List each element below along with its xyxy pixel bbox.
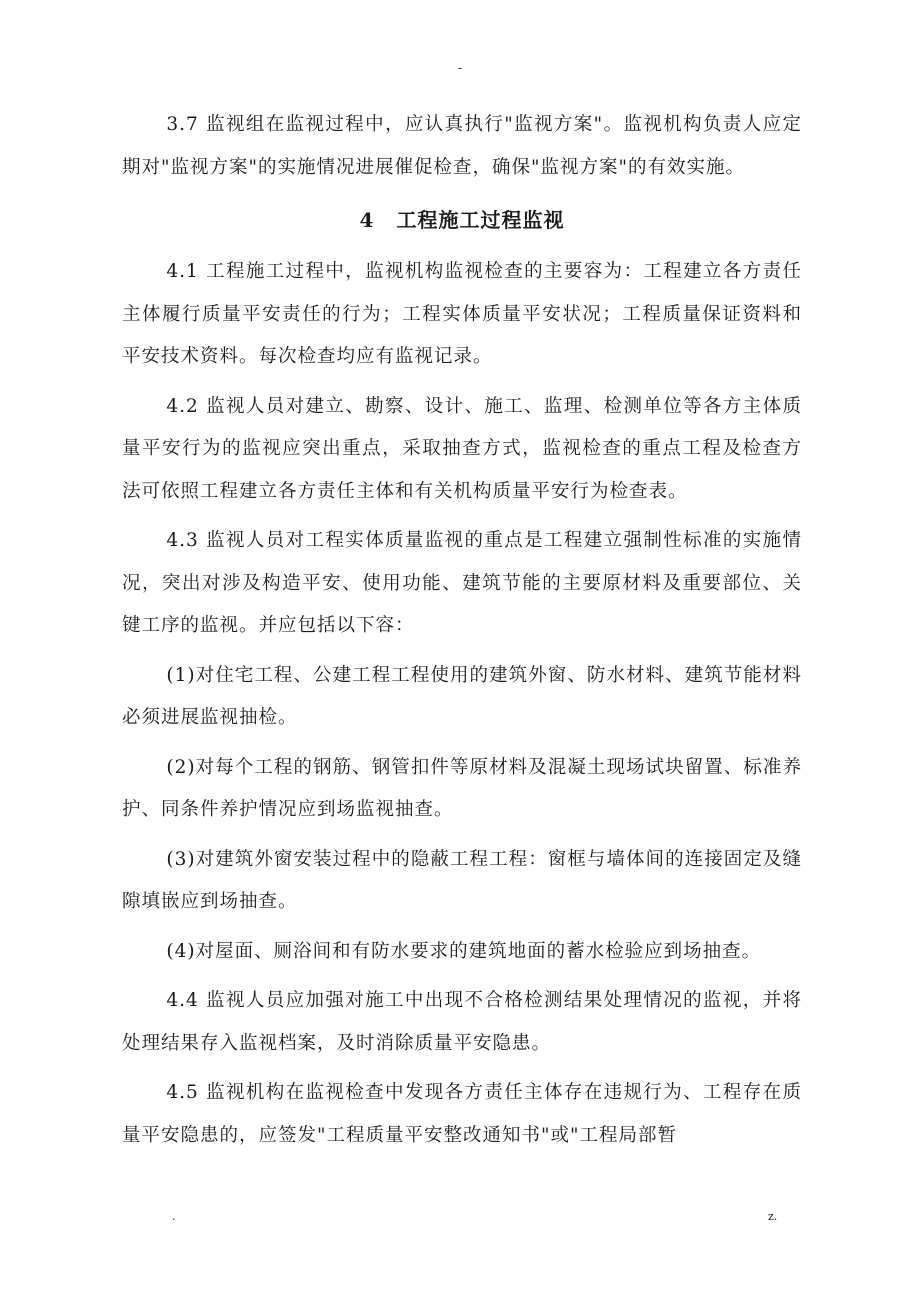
page-header-mark: - <box>457 61 463 75</box>
paragraph-4-1: 4.1 工程施工过程中，监视机构监视检查的主要容为：工程建立各方责任主体履行质量平安责任的行为；工程实体质量平安状况；工程质量保证资料和平安技术资料。每次检查均应有监视记录。 <box>122 261 802 367</box>
list-item-3: (3)对建筑外窗安装过程中的隐蔽工程工程：窗框与墙体间的连接固定及缝隙填嵌应到场抽查。 <box>122 848 802 912</box>
section-heading <box>122 201 802 239</box>
paragraph-4-2: 4.2 监视人员对建立、勘察、设计、施工、监理、检测单位等各方主体质量平安行为的监视应突出重点，采取抽查方式，监视检查的重点工程及检查方法可依照工程建立各方责任主体和有关机构质量平安行为检查表。 <box>122 395 802 502</box>
footer-left-mark: . <box>172 1210 176 1223</box>
section-number: 4 <box>359 208 375 232</box>
list-item-2: (2)对每个工程的钢筋、钢管扣件等原材料及混凝土现场试块留置、标准养护、同条件养护情况应到场监视抽查。 <box>122 756 802 820</box>
list-item-1: (1)对住宅工程、公建工程工程使用的建筑外窗、防水材料、建筑节能材料必须进展监视抽检。 <box>122 664 802 728</box>
paragraph-4-5: 4.5 监视机构在监视检查中发现各方责任主体存在违规行为、工程存在质量平安隐患的，应签发"工程质量平安整改通知书"或"工程局部暂 <box>122 1082 802 1146</box>
paragraph-4-4: 4.4 监视人员应加强对施工中出现不合格检测结果处理情况的监视，并将处理结果存入监视档案，及时消除质量平安隐患。 <box>122 990 802 1054</box>
page-footer <box>0 1210 920 1230</box>
list-item-4: (4)对屋面、厕浴间和有防水要求的建筑地面的蓄水检验应到场抽查。 <box>166 940 762 962</box>
footer-right-mark: z. <box>768 1210 778 1223</box>
document-body <box>122 104 802 1157</box>
section-title: 工程施工过程监视 <box>396 208 565 232</box>
paragraph-3-7: 3.7 监视组在监视过程中，应认真执行"监视方案"。监视机构负责人应定期对"监视方案"的实施情况进展催促检查，确保"监视方案"的有效实施。 <box>122 114 802 178</box>
paragraph-4-3: 4.3 监视人员对工程实体质量监视的重点是工程建立强制性标准的实施情况，突出对涉及构造平安、使用功能、建筑节能的主要原材料及重要部位、关键工序的监视。并应包括以下容： <box>122 530 802 636</box>
